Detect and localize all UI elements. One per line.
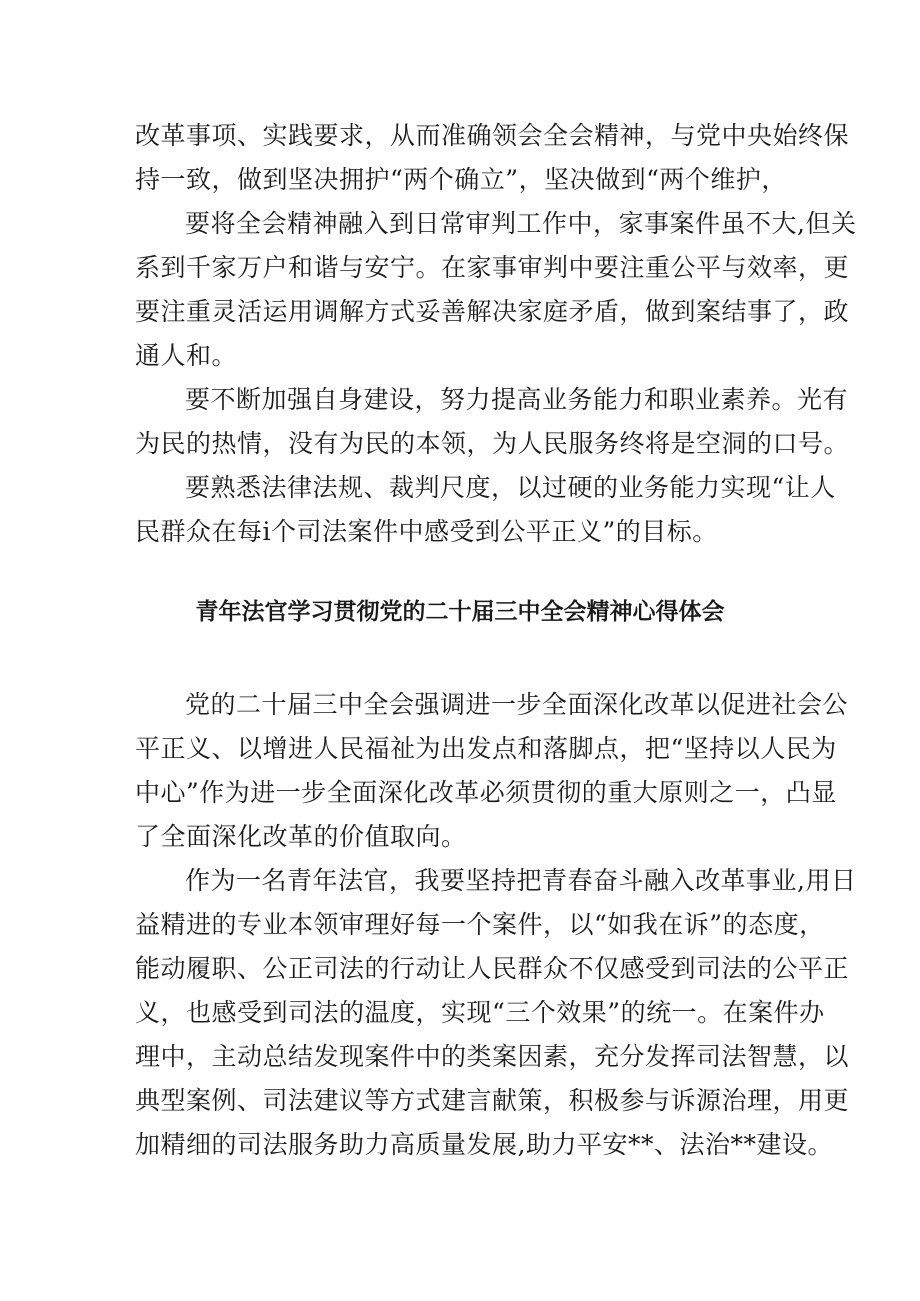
paragraph-line: 了全面深化改革的价值取向。 — [135, 822, 467, 851]
article-heading: 青年法官学习贯彻党的二十届三中全会精神心得体会 — [195, 599, 725, 625]
paragraph-line: 平正义、以增进人民福祉为出发点和落脚点，把“坚持以人民为 — [135, 734, 837, 763]
paragraph-line: 作为一名青年法官，我要坚持把青春奋斗融入改革事业,用日 — [185, 866, 857, 895]
paragraph-line: 通人和。 — [135, 341, 238, 370]
paragraph-line: 要注重灵活运用调解方式妥善解决家庭矛盾，做到案结事了，政 — [135, 297, 850, 326]
paragraph-line: 要将全会精神融入到日常审判工作中，家事案件虽不大,但关 — [185, 209, 857, 238]
paragraph-line: 要熟悉法律法规、裁判尺度，以过硬的业务能力实现“让人 — [185, 473, 836, 502]
paragraph-line: 民群众在每i个司法案件中感受到公平正义”的目标。 — [135, 517, 718, 546]
paragraph-line: 党的二十届三中全会强调进一步全面深化改革以促进社会公 — [185, 690, 849, 719]
paragraph-line: 理中，主动总结发现案件中的类案因素，充分发挥司法智慧，以 — [135, 1042, 850, 1071]
paragraph-line: 典型案例、司法建议等方式建言献策，积极参与诉源治理，用更 — [135, 1086, 850, 1115]
paragraph-line: 持一致，做到坚决拥护“两个确立”，坚决做到“两个维护， — [135, 165, 787, 194]
paragraph-line: 改革事项、实践要求，从而准确领会全会精神，与党中央始终保 — [135, 121, 850, 150]
paragraph-line: 能动履职、公正司法的行动让人民群众不仅感受到司法的公平正 — [135, 954, 850, 983]
paragraph-line: 益精进的专业本领审理好每一个案件，以“如我在诉”的态度， — [135, 910, 825, 939]
paragraph-line: 义，也感受到司法的温度，实现“三个效果”的统一。在案件办 — [135, 998, 825, 1027]
paragraph-line: 为民的热情，没有为民的本领，为人民服务终将是空洞的口号。 — [135, 429, 850, 458]
paragraph-line: 加精细的司法服务助力高质量发展,助力平安**、法治**建设。 — [135, 1130, 833, 1159]
paragraph-line: 中心”作为进一步全面深化改革必须贯彻的重大原则之一，凸显 — [135, 778, 837, 807]
paragraph-line: 系到千家万户和谐与安宁。在家事审判中要注重公平与效率，更 — [135, 253, 850, 282]
paragraph-line: 要不断加强自身建设，努力提高业务能力和职业素养。光有 — [185, 385, 849, 414]
